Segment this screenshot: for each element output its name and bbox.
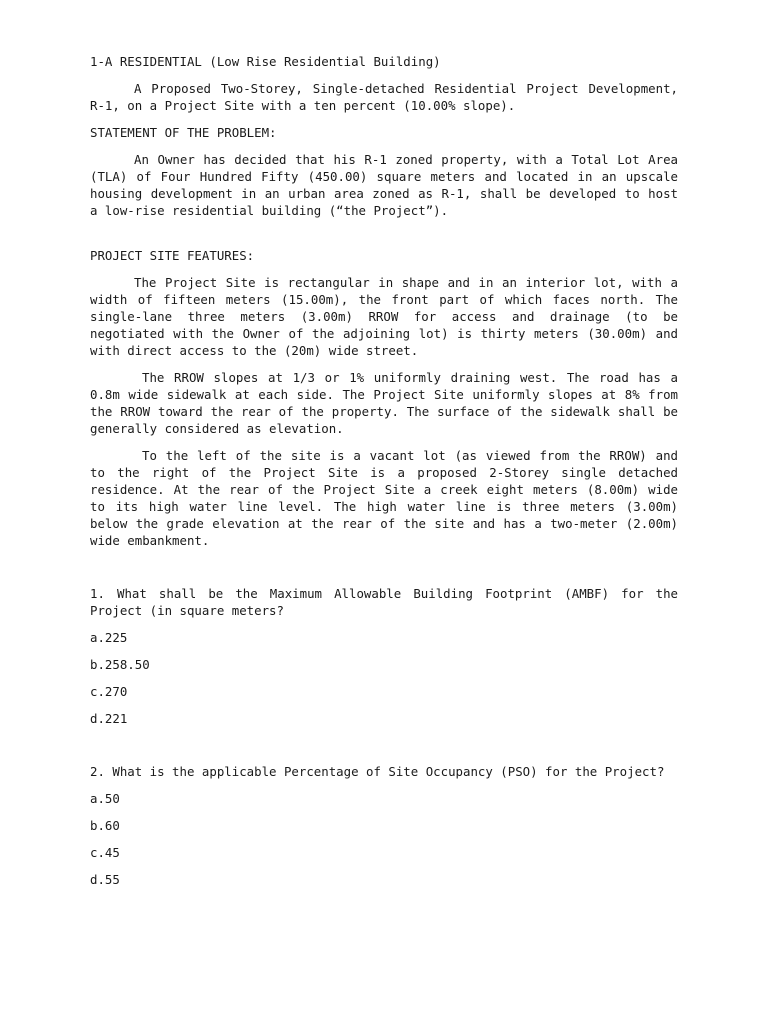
question-1-option-a: a.225 — [90, 630, 128, 645]
features-paragraph-3: To the left of the site is a vacant lot (as viewed from the RROW) and to the right of the Project Site is a proposed 2-Storey single detached residence. At the rear of the Project Site a creek eight meters (8.00m) wide to its high water line level. The high water line is three meters (3.00m) below the grade elevation at the rear of the site and has a two-meter (2.00m) wide embankment. — [90, 448, 678, 548]
features-heading: PROJECT SITE FEATURES: — [90, 248, 255, 263]
question-1: 1. What shall be the Maximum Allowable Building Footprint (AMBF) for the Project (in square meters? — [90, 586, 678, 618]
question-1-option-c: c.270 — [90, 684, 128, 699]
question-2-option-d: d.55 — [90, 872, 120, 887]
question-1-option-d: d.221 — [90, 711, 128, 726]
question-2-option-a: a.50 — [90, 791, 120, 806]
features-paragraph-1: The Project Site is rectangular in shape and in an interior lot, with a width of fifteen meters (15.00m), the front part of which faces north. The single-lane three meters (3.00m) RROW for access and drainage (to be negotiated with the Owner of the adjoining lot) is thirty meters (30.00m) and with direct access to the (20m) wide street. — [90, 275, 678, 358]
problem-heading: STATEMENT OF THE PROBLEM: — [90, 125, 277, 140]
problem-paragraph: An Owner has decided that his R-1 zoned property, with a Total Lot Area (TLA) of Four Hundred Fifty (450.00) square meters and located in an upscale housing development in an urban area zoned as R-1, shall be developed to host a low-rise residential building (“the Project”). — [90, 152, 678, 218]
document-page — [90, 53, 678, 898]
question-2-option-b: b.60 — [90, 818, 120, 833]
question-1-option-b: b.258.50 — [90, 657, 150, 672]
question-2: 2. What is the applicable Percentage of Site Occupancy (PSO) for the Project? — [90, 764, 665, 779]
features-paragraph-2: The RROW slopes at 1/3 or 1% uniformly draining west. The road has a 0.8m wide sidewalk at each side. The Project Site uniformly slopes at 8% from the RROW toward the rear of the property. The surface of the sidewalk shall be generally considered as elevation. — [90, 370, 678, 436]
question-2-option-c: c.45 — [90, 845, 120, 860]
intro-paragraph: A Proposed Two-Storey, Single-detached Residential Project Development, R-1, on a Project Site with a ten percent (10.00% slope). — [90, 81, 678, 113]
document-title: 1-A RESIDENTIAL (Low Rise Residential Building) — [90, 54, 441, 69]
